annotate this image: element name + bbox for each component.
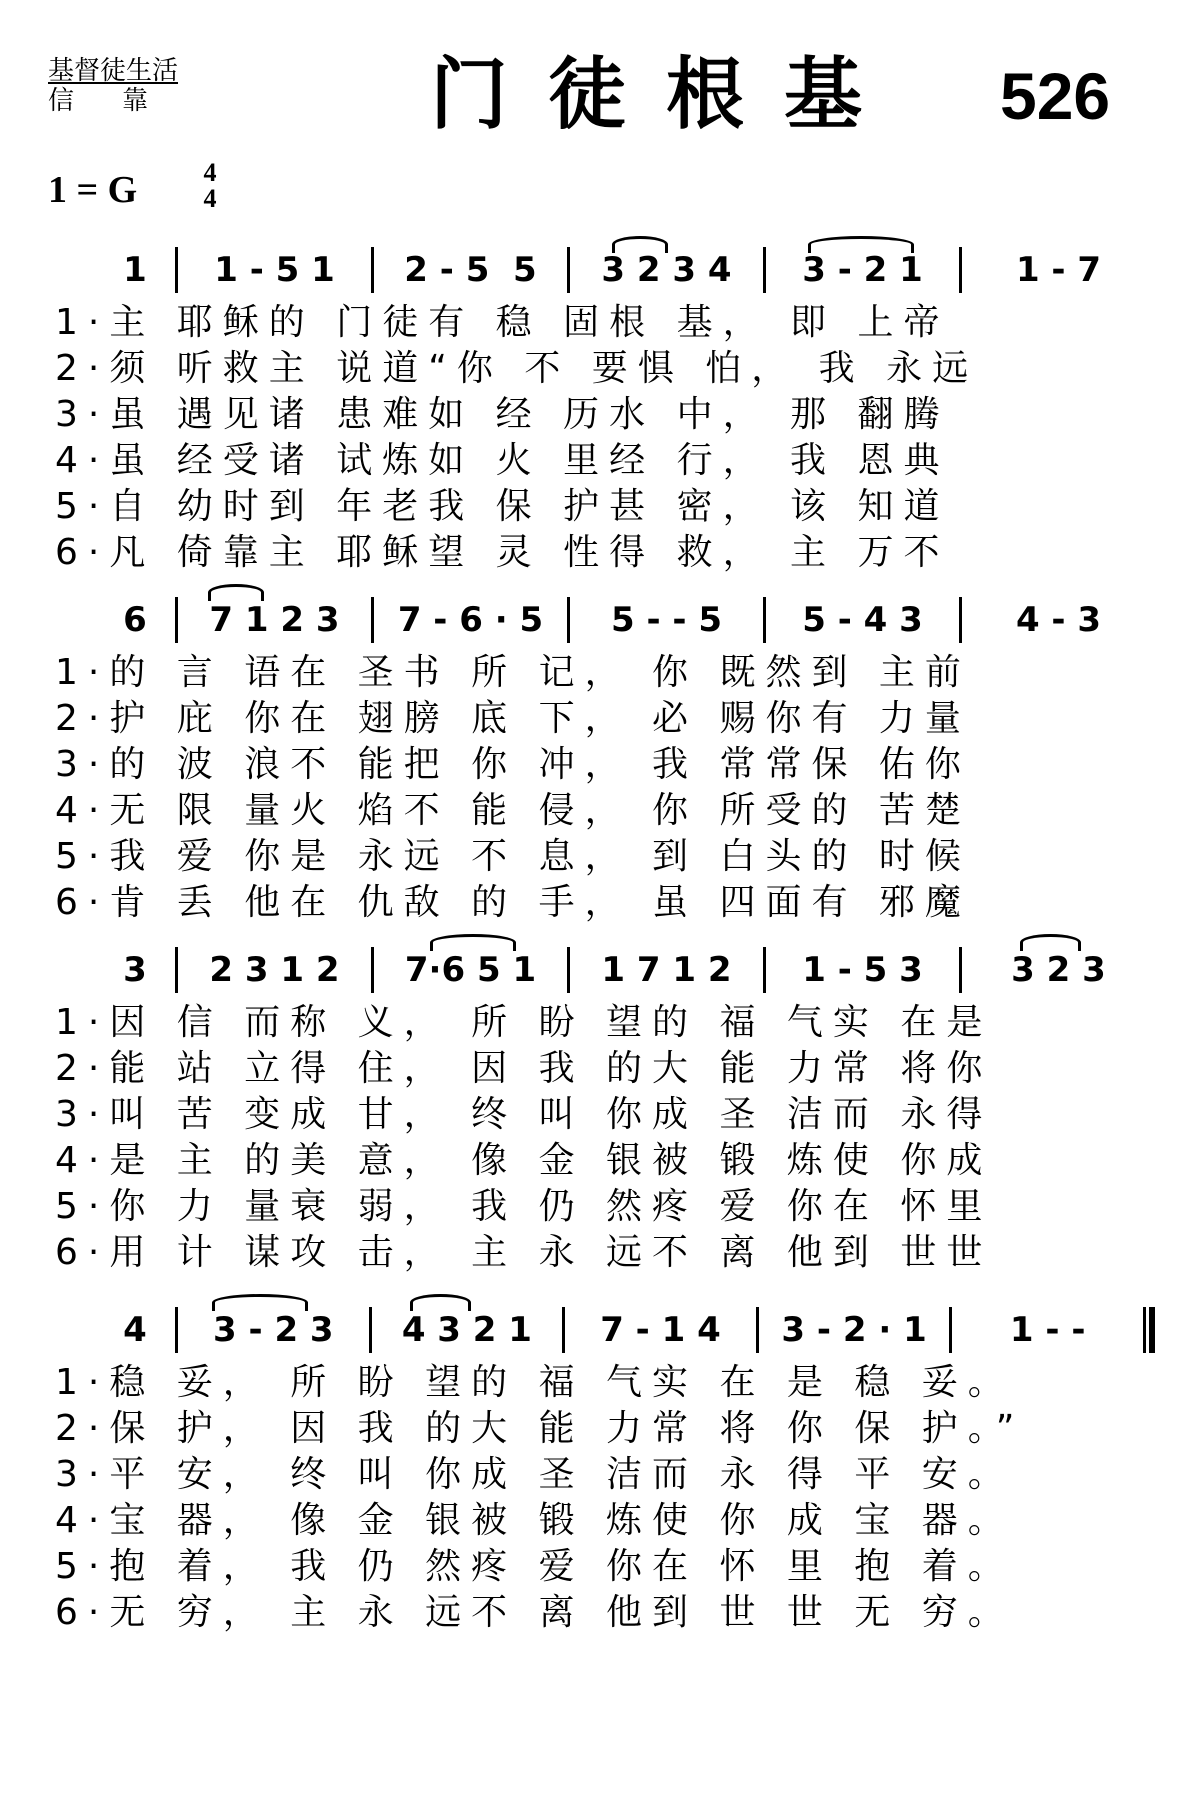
lyric-line: 4·宝 器， 像 金 银被 锻 炼使 你 成 宝 器。	[55, 1500, 1014, 1541]
category-line-1: 基督徒生活	[48, 56, 179, 86]
lyrics-system-1	[55, 300, 1155, 576]
measure: 3 - 2 · 1	[781, 1310, 927, 1350]
measure: 3 - 2 1	[802, 250, 923, 290]
measure: 5 - 4 3	[802, 600, 923, 640]
slur-mark	[410, 1294, 471, 1311]
lyric-line: 1·主 耶稣的 门徒有 稳 固根 基， 即 上帝	[55, 302, 950, 343]
lyric-line: 6·肯 丢 他在 仇敌 的 手， 虽 四面有 邪魔	[55, 882, 971, 923]
lyrics-system-2	[55, 650, 1155, 926]
measure: 1	[123, 250, 147, 290]
measure: 4 - 3	[1015, 600, 1102, 640]
category-line-2: 信靠	[48, 86, 197, 116]
lyric-line: 2·保 护， 因 我 的大 能 力常 将 你 保 护。”	[55, 1408, 1025, 1449]
music-line-3	[95, 940, 1155, 1000]
measure: 5 - - 5	[610, 600, 723, 640]
measure: 7·6 5 1	[404, 950, 537, 990]
lyric-line: 2·能 站 立得 住， 因 我 的大 能 力常 将你	[55, 1048, 993, 1089]
lyric-line: 3·叫 苦 变成 甘， 终 叫 你成 圣 洁而 永得	[55, 1094, 993, 1135]
lyrics-system-4	[55, 1360, 1155, 1636]
lyric-line: 5·你 力 量衰 弱， 我 仍 然疼 爱 你在 怀里	[55, 1186, 993, 1227]
hymn-title: 门徒根基	[430, 50, 903, 140]
lyric-line: 4·无 限 量火 焰不 能 侵， 你 所受的 苦楚	[55, 790, 971, 831]
key-signature: 1 = G	[48, 169, 138, 211]
lyric-line: 2·护 庇 你在 翅膀 底 下， 必 赐你有 力量	[55, 698, 971, 739]
measure: 3	[123, 950, 147, 990]
time-signature	[198, 160, 222, 212]
lyric-line: 4·虽 经受诸 试炼如 火 里经 行， 我 恩典	[55, 440, 950, 481]
final-barline	[1143, 1307, 1155, 1353]
slur-mark	[208, 584, 264, 601]
lyric-line: 3·虽 遇见诸 患难如 经 历水 中， 那 翻腾	[55, 394, 950, 435]
measure: 1 7 1 2	[601, 950, 732, 990]
lyric-line: 6·用 计 谋攻 击， 主 永 远不 离 他到 世世	[55, 1232, 993, 1273]
lyric-line: 6·凡 倚靠主 耶稣望 灵 性得 救， 主 万不	[55, 532, 950, 573]
measure: 1 - -	[1009, 1310, 1086, 1350]
lyric-line: 2·须 听救主 说道“你 不 要惧 怕， 我 永远	[55, 348, 979, 389]
lyric-line: 3·的 波 浪不 能把 你 冲， 我 常常保 佑你	[55, 744, 971, 785]
measure: 1 - 5 1	[214, 250, 335, 290]
lyric-line: 5·我 爱 你是 永远 不 息， 到 白头的 时候	[55, 836, 971, 877]
slur-mark	[808, 236, 914, 253]
time-sig-bottom: 4	[203, 184, 217, 213]
lyric-line: 1·稳 妥， 所 盼 望的 福 气实 在 是 稳 妥。	[55, 1362, 1014, 1403]
lyric-line: 1·的 言 语在 圣书 所 记， 你 既然到 主前	[55, 652, 971, 693]
measure: 2 3 1 2	[209, 950, 340, 990]
measure: 2 - 5 5	[404, 250, 537, 290]
slur-mark	[212, 1294, 308, 1311]
slur-mark	[1020, 934, 1081, 951]
lyric-line: 5·自 幼时到 年老我 保 护甚 密， 该 知道	[55, 486, 950, 527]
measure: 7 - 6 · 5	[397, 600, 544, 640]
lyrics-system-3	[55, 1000, 1155, 1276]
measure: 4	[123, 1310, 147, 1350]
measure: 4 3 2 1	[401, 1310, 532, 1350]
measure: 3 2 3	[1011, 950, 1106, 990]
category-label	[48, 56, 196, 116]
measure: 1 - 7	[1015, 250, 1102, 290]
lyric-line: 4·是 主 的美 意， 像 金 银被 锻 炼使 你成	[55, 1140, 993, 1181]
measure: 3 - 2 3	[213, 1310, 334, 1350]
measure: 6	[123, 600, 147, 640]
slur-mark	[430, 934, 516, 951]
lyric-line: 1·因 信 而称 义， 所 盼 望的 福 气实 在是	[55, 1002, 993, 1043]
slur-mark	[612, 236, 668, 253]
lyric-line: 3·平 安， 终 叫 你成 圣 洁而 永 得 平 安。	[55, 1454, 1014, 1495]
measure: 1 - 5 3	[802, 950, 923, 990]
measure: 3 2 3 4	[601, 250, 732, 290]
lyric-line: 6·无 穷， 主 永 远不 离 他到 世 世 无 穷。	[55, 1592, 1014, 1633]
lyric-line: 5·抱 着， 我 仍 然疼 爱 你在 怀 里 抱 着。	[55, 1546, 1014, 1587]
hymn-number: 526	[1000, 59, 1111, 133]
measure: 7 - 1 4	[600, 1310, 721, 1350]
measure: 7 1 2 3	[209, 600, 340, 640]
time-sig-top: 4	[203, 158, 217, 187]
